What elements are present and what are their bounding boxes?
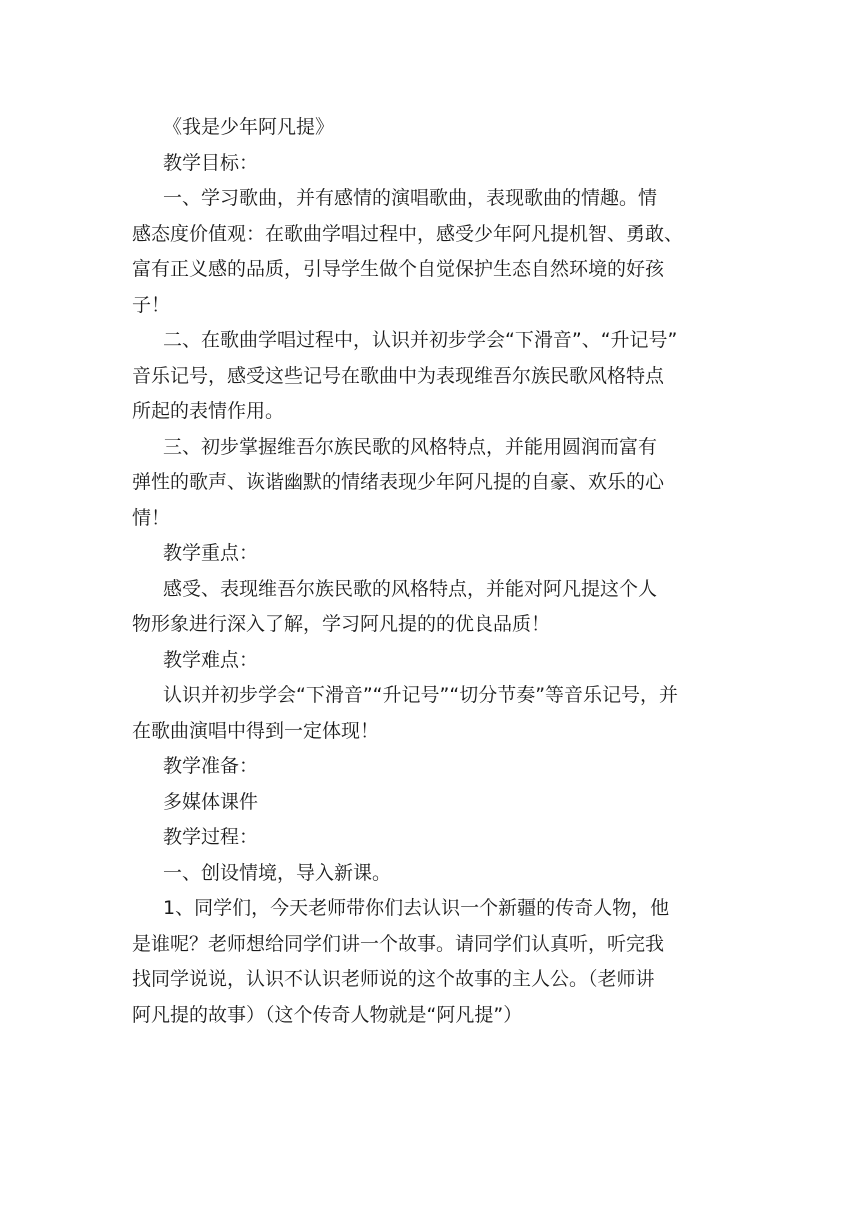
document-body bbox=[132, 110, 730, 1033]
text-line: 情！ bbox=[132, 506, 171, 529]
text-line: 一、创设情境，导入新课。 bbox=[163, 861, 392, 884]
text-line: 1、同学们，今天老师带你们去认识一个新疆的传奇人物，他 bbox=[163, 897, 670, 919]
section-heading-process: 教学过程： bbox=[163, 826, 259, 848]
text-line: 弹性的歌声、诙谐幽默的情绪表现少年阿凡提的自豪、欢乐的心 bbox=[132, 471, 665, 493]
section-heading-preparation: 教学准备： bbox=[163, 755, 259, 777]
text-line: 所起的表情作用。 bbox=[132, 400, 285, 422]
text-line: 音乐记号，感受这些记号在歌曲中为表现维吾尔族民歌风格特点 bbox=[132, 364, 665, 387]
text-line: 找同学说说，认识不认识老师说的这个故事的主人公。（老师讲 bbox=[132, 968, 655, 990]
text-line: 感态度价值观：在歌曲学唱过程中，感受少年阿凡提机智、勇敢、 bbox=[132, 222, 684, 245]
text-line: 物形象进行深入了解，学习阿凡提的的优良品质！ bbox=[132, 613, 551, 635]
text-line: 二、在歌曲学唱过程中，认识并初步学会“下滑音”、“升记号” bbox=[163, 329, 678, 351]
text-line: 感受、表现维吾尔族民歌的风格特点，并能对阿凡提这个人 bbox=[163, 577, 658, 600]
section-heading-difficulties: 教学难点： bbox=[163, 648, 259, 671]
text-line: 富有正义感的品质，引导学生做个自觉保护生态自然环境的好孩 bbox=[132, 258, 665, 280]
document-title: 《我是少年阿凡提》 bbox=[163, 116, 335, 138]
section-heading-key-points: 教学重点： bbox=[163, 542, 259, 564]
text-line: 认识并初步学会“下滑音”“升记号”“切分节奏”等音乐记号，并 bbox=[163, 684, 679, 706]
text-line: 子！ bbox=[132, 293, 171, 316]
text-line: 多媒体课件 bbox=[163, 790, 259, 813]
text-line: 阿凡提的故事）（这个传奇人物就是“阿凡提”） bbox=[132, 1003, 523, 1026]
text-line: 是谁呢？老师想给同学们讲一个故事。请同学们认真听，听完我 bbox=[132, 932, 665, 955]
section-heading-objectives: 教学目标： bbox=[163, 151, 259, 174]
text-line: 一、学习歌曲，并有感情的演唱歌曲，表现歌曲的情趣。情 bbox=[163, 187, 658, 209]
text-line: 三、初步掌握维吾尔族民歌的风格特点，并能用圆润而富有 bbox=[163, 435, 658, 458]
text-line: 在歌曲演唱中得到一定体现！ bbox=[132, 719, 380, 742]
